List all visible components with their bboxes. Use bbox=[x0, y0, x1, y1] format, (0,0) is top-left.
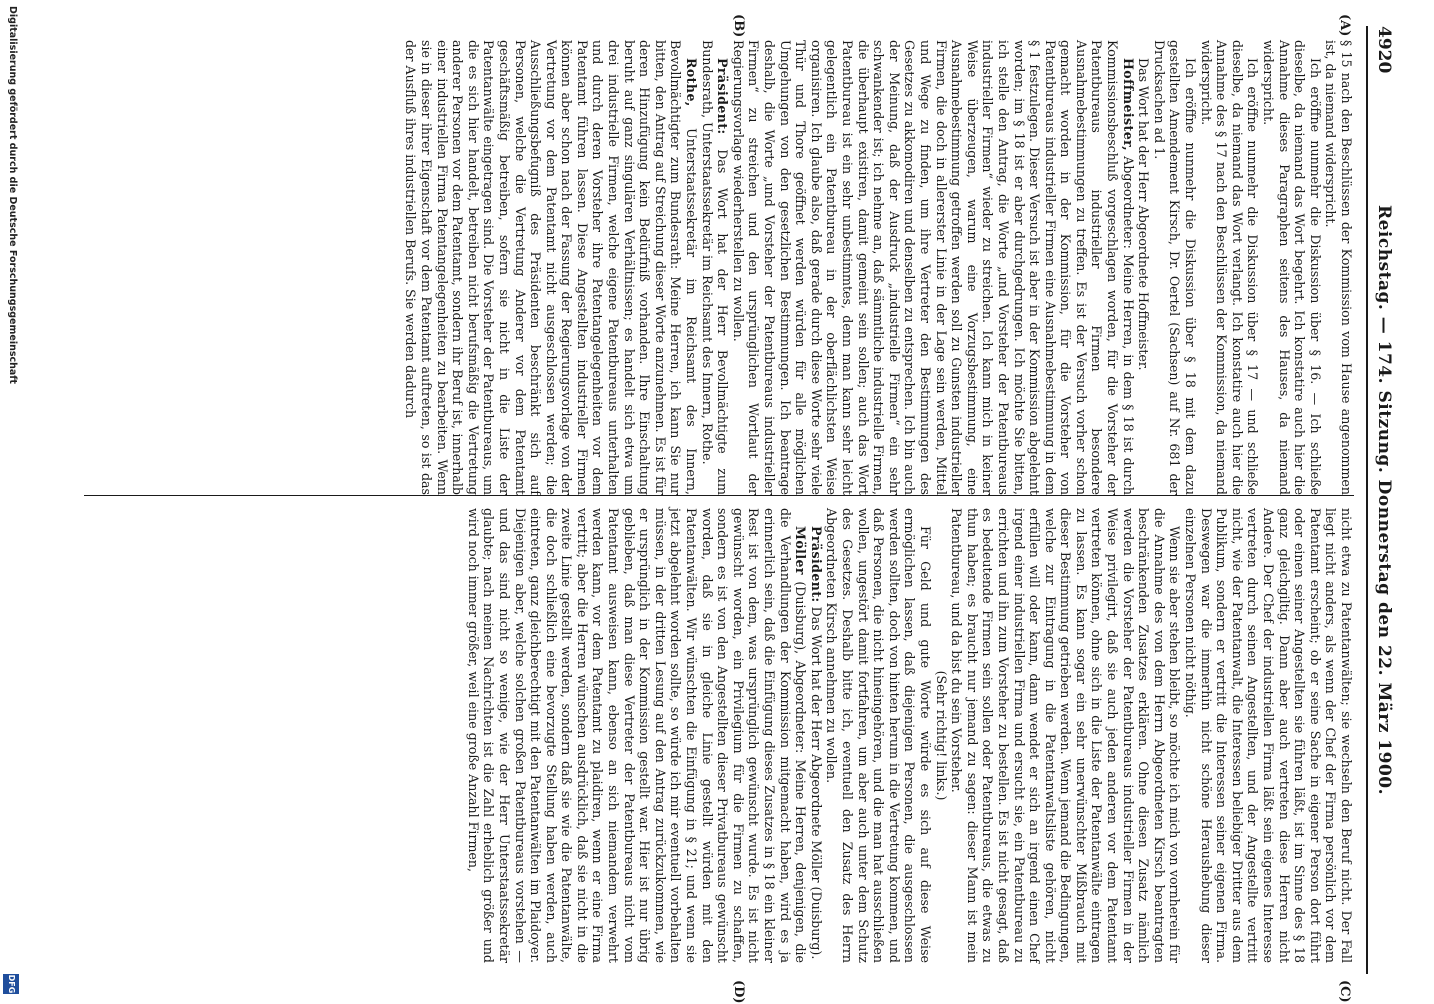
dfg-logo: DFG bbox=[3, 974, 19, 994]
interjection: (Sehr richtig! links.) bbox=[933, 670, 949, 801]
paragraph: Ich eröffne nunmehr die Diskussion über § 17 — und schließe dieselbe, da niemand das Wort verlangt. Ich konstatire auch hier die Annahme des § 17 nach den Beschlüssen der Kommission, da niemand widerspricht. bbox=[1198, 40, 1261, 495]
paragraph: nicht etwa zu Patentanwälten; sie wechseln den Beruf nicht. Der Fall liegt nicht anders, als wenn der Chef der Firma persönlich vor dem Patentamt erscheint; ob er seine Sache in eigener Person dort führt oder einen seiner Angestellten sie führen läßt, ist im Sinne des § 18 ganz gleichgiltig. Dann aber auch vertreten diese Herren nicht Andere. Der Chef der industriellen Firma läßt sein eigenes Interesse vertreten durch seinen Angestellten, und der Angestellte vertritt nicht, wie der Patentanwalt, die Interessen beliebiger Dritter aus dem Publikum, sondern er vertritt die Interessen seiner eigenen Firma. Deswegen war die immerhin nicht schöne Heraushebung dieser einzelnen Personen nicht nöthig. bbox=[1183, 508, 1354, 963]
column-divider bbox=[84, 495, 1354, 496]
paragraph bbox=[699, 40, 730, 495]
margin-letter-b: (B) bbox=[731, 14, 746, 38]
paragraph bbox=[465, 508, 808, 963]
margin-letter-c: (C) bbox=[1337, 980, 1352, 1003]
paragraph bbox=[730, 40, 1135, 495]
speaker-name: Präsident: bbox=[808, 526, 824, 603]
speech-text: Unterstaatssekretär im Reichsamt des Innern, Bevollmächtigter zum Bundesrath: Meine Herren, ich kann Sie nur bitten, den Antrag auf Streichung dieser Worte anzunehmen. Es ist für deren Hinzufügung kein Bedürfniß vorhanden. Ihre Einschaltung beruht auf ganz singulären Verhältnissen; es handelt sich etwa um drei industrielle Firmen, welche eigene Patentbureaus unterhalten und durch deren Vorsteher ihre Patentangelegenheiten vor dem Patentamt führen lassen. Diese Angestellten industrieller Firmen können aber schon nach der Fassung der Regierungsvorlage von der Vertretung vor dem Patentamt nicht ausgeschlossen werden; die Ausschließungsbefugniß des Präsidenten beschränkt sich auf Personen, welche die Vertretung Anderer vor dem Patentamt geschäftsmäßig betreiben, sofern sie nicht in die Liste der Patentanwälte eingetragen sind. Die Vorsteher der Patentbureaus, um die es sich hier handelt, betreiben nicht berufsmäßig die Vertretung anderer Personen vor dem Patentamt, sondern ihr Beruf ist, innerhalb einer industriellen Firma Patentangelegenheiten zu bearbeiten. Wenn sie in dieser ihrer Eigenschaft vor dem Patentamt auftreten, so ist das der Ausfluß ihres industriellen Berufs. Sie werden dadurch bbox=[403, 40, 700, 495]
paragraph: Für Geld und gute Worte würde es sich auf diese Weise ermöglichen lassen, daß diejenigen Personen, die ausgeschlossen werden sollten, doch von hinten herum in die Vertretung kommen, und daß Personen, die nicht hineingehören, und die man hat ausschließen wollen, ungestört damit fortfahren, um aber auch unter dem Schutz des Gesetzes. Deshalb bitte ich, eventuell den Zusatz des Herrn Abgeordneten Kirsch annehmen zu wollen. bbox=[824, 508, 933, 963]
right-column bbox=[465, 508, 1354, 963]
left-column bbox=[403, 40, 1354, 495]
margin-letter-d: (D) bbox=[731, 980, 746, 1004]
paragraph: § 15 nach den Beschlüssen der Kommission vom Hause angenommen ist, da niemand widerspricht. bbox=[1323, 40, 1354, 495]
page-number: 4920 bbox=[1374, 26, 1394, 74]
digitization-note: Digitalisierung gefördert durch die Deutsche Forschungsgemeinschaft bbox=[7, 6, 18, 384]
page-footer bbox=[0, 0, 20, 1000]
paragraph bbox=[403, 40, 699, 495]
margin-letter-a: (A) bbox=[1337, 14, 1352, 37]
speech-text: (Duisburg), Abgeordneter: Meine Herren, denjenigen, die die Verhandlungen der Kommission mitgemacht haben, wird es ja erinnerlich sein, daß die Einfügung dieses Zusatzes in § 18 ein kleiner Rest ist von dem, was ursprünglich gewünscht wurde. Es ist nicht gewünscht worden, ein Privilegium für die Firmen zu schaffen, sondern es ist von den Angestellten dieser Privatbureaus gewünscht worden, daß sie in gleiche Linie gestellt würden mit den Patentanwälten. Wir wünschten die Einfügung in § 21; und wenn sie jetzt abgelehnt worden sollte, so würde ich mir eventuell vorbehalten müssen, in der dritten Lesung auf den Antrag zurückzukommen, wie er ursprünglich in der Kommission gestellt war. Hier ist nur übrig geblieben, daß man diese Vertreter der Patentbureaus nicht vom Patentamt ausweisen kann, ebenso an sich niemandem verwehrt werden kann, vor dem Patentamt zu plaidiren, wenn er eine Firma vertritt; aber die Herren wünschen ausdrücklich, daß sie nicht in die zweite Linie gestellt werden, sondern daß sie wie die Patentanwälte, die doch schließlich eine bevorzugte Stellung haben werden, auch eintreten, ganz gleichberechtigt mit den Patentanwälten im Plaidoyer. Diejenigen aber, welche solchen großen Patentbureaus vorstehen — und das sind nicht so wenige, wie der Herr Unterstaatssekretär glaubte; nach meinen Nachrichten ist die Zahl erheblich größer und wird noch immer größer, weil eine große Anzahl Firmen, bbox=[465, 508, 809, 963]
speech-text: Abgeordneter: Meine Herren, in dem § 18 ist durch Kommissionsbeschluß vorgeschlagen worden, für die Vorsteher der Patentbureaus industrieller Firmen besondere Ausnahmebestimmungen zu treffen. Es ist der Versuch vorher schon gemacht worden in der Kommission, für die Vorsteher von Patentbureaus industrieller Firmen eine Ausnahmebestimmung in dem § 1 festzulegen. Dieser Versuch ist aber in der Kommission abgelehnt worden; im § 18 ist er aber durchgedrungen. Ich möchte Sie bitten, ich stelle den Antrag, die Worte „und Vorsteher der Patentbureaus industrieller Firmen“ wieder zu streichen. Ich kann mich in keiner Weise überzeugen, warum eine Vorzugsbestimmung, eine Ausnahmebestimmung getroffen werden soll zu Gunsten industrieller Firmen, die doch in allererster Linie in der Lage sein werden, Mittel und Wege zu finden, um ihre Vertreter den Bestimmungen des Gesetzes zu akkomodiren und denselben zu entsprechen. Ich bin auch der Meinung, daß der Ausdruck „industrielle Firmen“ ein sehr schwankender ist; ich nehme an, daß sämmtliche industrielle Firmen, die überhaupt existiren, damit gemeint sein sollen; auch das Wort Patentbureau ist ein sehr unbestimmtes, denn man kann sehr leicht gelegentlich ein Patentbureau in der oberflächlichsten Weise organisiren. Ich glaube also, daß gerade durch diese Worte sehr viele Thür und Thore geöffnet werden würden für alle möglichen Umgehungen von den gesetzlichen Bestimmungen. Ich beantrage deshalb, die Worte „und Vorsteher der Patentbureaus industrieller Firmen“ zu streichen und den ursprünglichen Wortlaut der Regierungsvorlage wiederherstellen zu wollen. bbox=[730, 40, 1136, 495]
speech-text: Das Wort hat der Herr Abgeordnete Möller (Duisburg). bbox=[808, 606, 824, 960]
speaker-name: Präsident: bbox=[715, 58, 731, 135]
paragraph: Das Wort hat der Herr Abgeordnete Hoffmeister. bbox=[1136, 58, 1152, 371]
running-head: Reichstag. — 174. Sitzung. Donnerstag den 22. März 1900. bbox=[1374, 204, 1394, 796]
paragraph: Wenn sie aber stehen bleibt, so möchte ich mich von vornherein für die Annahme des von dem Herrn Abgeordneten Kirsch beantragten beschränkenden Zusatzes erklären. Ohne diesen Zusatz nämlich werden die Vorsteher der Patentbureaus industrieller Firmen in der Weise privilegirt, daß sie auch jeden anderen vor dem Patentamt vertreten können, ohne sich in die Liste der Patentanwälte eintragen zu lassen. Es kann sogar ein sehr unerwünschter Mißbrauch mit dieser Bestimmung getrieben werden. Wenn jemand die Bedingungen, welche zur Eintragung in die Patentanwaltsliste gehören, nicht erfüllen will oder kann, dann wendet er sich an irgend einen Chef irgend einer industriellen Firma und ersucht sie, ein Patentbureau zu errichten und ihn zum Vorsteher zu bestellen. Es ist nicht gesagt, daß es bedeutende Firmen sein sollen oder Patentbureaus, die etwas zu thun haben; es braucht nur jemand zu sagen: dieser Mann ist mein Patentbureau, und da bist du sein Vorsteher. bbox=[949, 508, 1183, 963]
paragraph bbox=[808, 508, 824, 963]
speaker-name: Rothe, bbox=[684, 58, 700, 107]
speech-text: Das Wort hat der Herr Bevollmächtigte zum Bundesrath, Unterstaatssekretär im Reichsamt des Innern, Rothe. bbox=[699, 40, 731, 495]
page-header bbox=[1366, 26, 1396, 974]
speaker-name: Möller bbox=[793, 526, 809, 575]
speaker-name: Hoffmeister, bbox=[1120, 58, 1136, 152]
paragraph: Ich eröffne nunmehr die Diskussion über § 16. — Ich schließe dieselbe, da niemand das Wort begehrt. Ich konstatire auch hier die Annahme dieses Paragraphen seitens des Hauses, da niemand widerspricht. bbox=[1261, 40, 1323, 495]
paragraph: Ich eröffne nunmehr die Diskussion über § 18 mit dem dazu gestellten Amendement Kirsch, Dr. Oertel (Sachsen) auf Nr. 681 der Drucksachen ad 1. bbox=[1151, 40, 1199, 495]
